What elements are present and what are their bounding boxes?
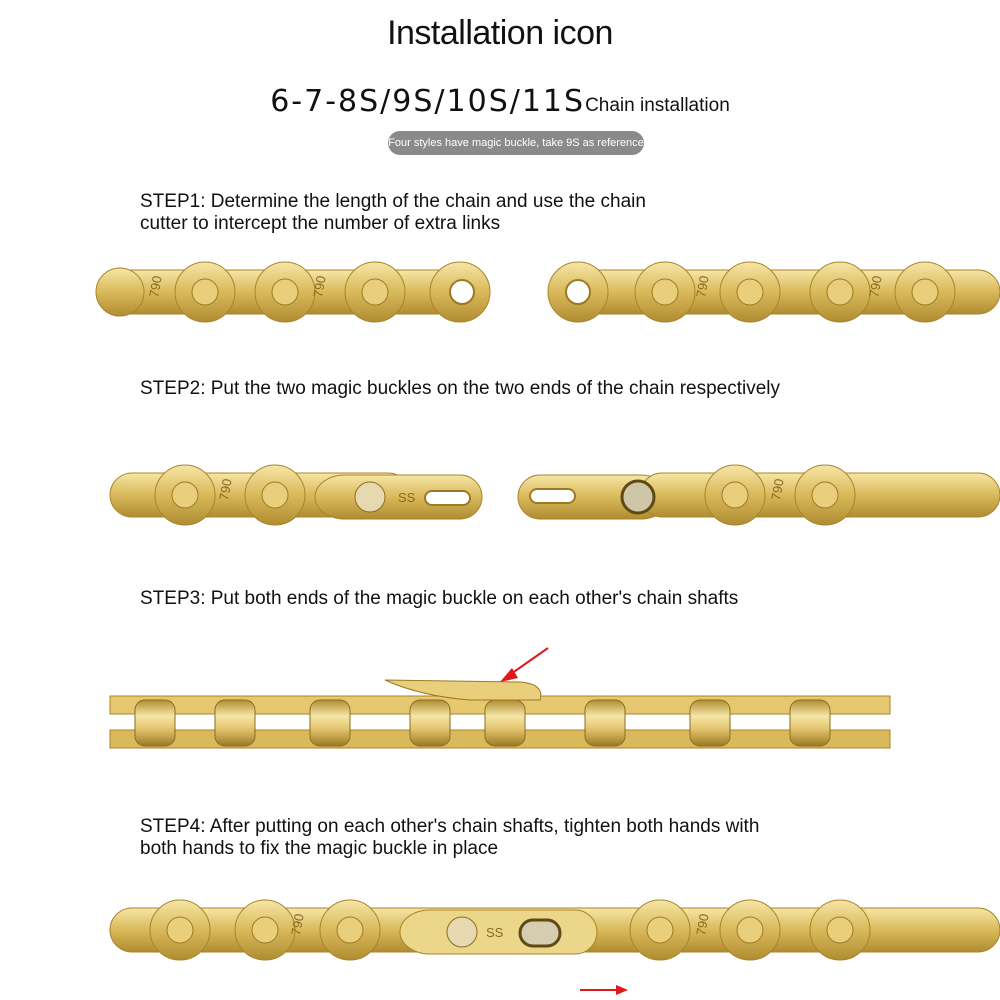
chain-segment-left-with-buckle (110, 465, 482, 525)
step4-line2: both hands to fix the magic buckle in place (140, 838, 499, 859)
step3-line1: STEP3: Put both ends of the magic buckle on each other's chain shafts (140, 588, 739, 609)
plate-marking: 790 (866, 274, 885, 299)
chain-installation-label: Chain installation (585, 95, 730, 116)
reference-note-badge: Four styles have magic buckle, take 9S as reference (388, 131, 644, 155)
buckle-marking: SS (486, 925, 504, 940)
chain-segment-right (548, 262, 1000, 322)
step1-line1: STEP1: Determine the length of the chain and use the chain (140, 191, 646, 212)
chain-segment-right-with-buckle (518, 465, 1000, 525)
step3-text (140, 588, 738, 610)
red-arrow-head (616, 985, 628, 995)
step1-text (140, 191, 646, 235)
plate-marking: 790 (693, 912, 712, 937)
plate-marking: 790 (216, 477, 235, 502)
plate-marking: 790 (768, 477, 787, 502)
plate-marking: 790 (146, 274, 165, 299)
plate-marking: 790 (693, 274, 712, 299)
chain-segment-left (96, 262, 490, 322)
plate-marking: 790 (310, 274, 329, 299)
chain-speeds: 6-7-8S/9S/10S/11S (270, 84, 586, 119)
buckle-marking: SS (398, 490, 416, 505)
step4-chain-image (0, 890, 1000, 998)
plate-marking: 790 (288, 912, 307, 937)
step2-text (140, 378, 780, 400)
step3-chain-image (0, 640, 1000, 760)
step2-chain-image (0, 455, 1000, 535)
step1-chain-image (0, 252, 1000, 332)
step4-line1: STEP4: After putting on each other's chain shafts, tighten both hands with (140, 816, 760, 837)
page-title: Installation icon (387, 14, 613, 52)
step1-line2: cutter to intercept the number of extra links (140, 213, 501, 234)
step4-text (140, 816, 759, 860)
chain-speeds-heading (0, 84, 1000, 119)
step2-line1: STEP2: Put the two magic buckles on the two ends of the chain respectively (140, 378, 781, 399)
